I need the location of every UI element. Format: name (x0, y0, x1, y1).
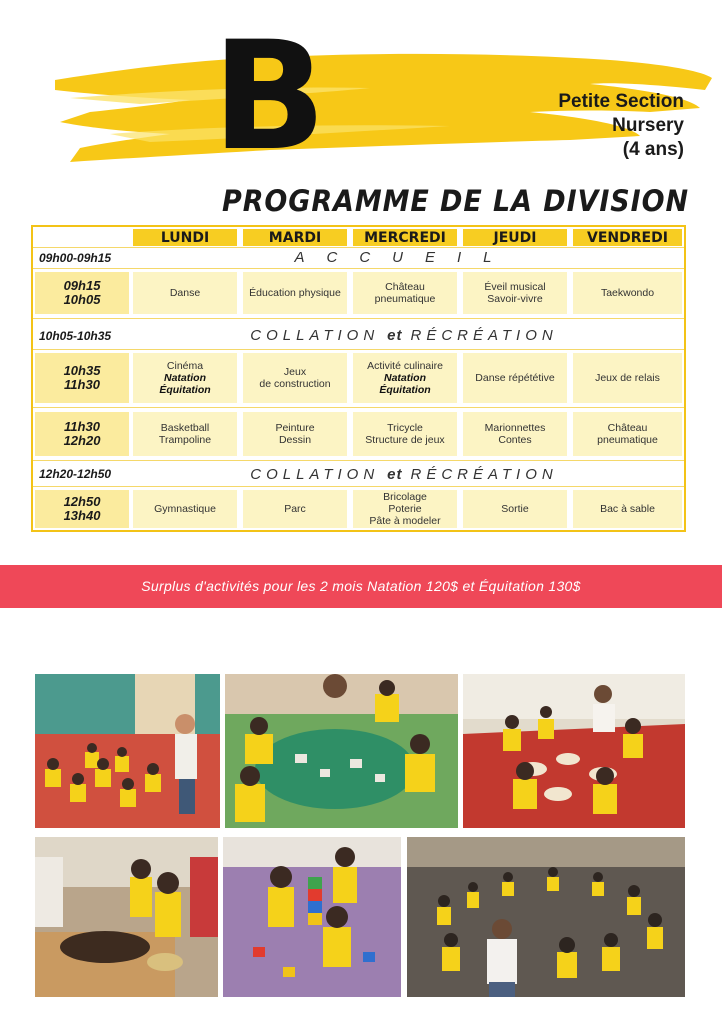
collation-label (129, 466, 679, 483)
activity-text: Dessin (278, 434, 312, 446)
activity-cell (463, 272, 567, 314)
separator (33, 460, 684, 461)
division-letter: B (212, 10, 323, 184)
section-info (558, 90, 684, 162)
activity-text: Sortie (501, 503, 529, 515)
activity-text: Basketball (160, 422, 210, 434)
activity-text: Marionnettes (484, 422, 546, 434)
activity-text: pneumatique (374, 293, 436, 305)
activity-text: Structure de jeux (365, 434, 445, 446)
activity-text: Jeux (283, 366, 307, 378)
separator (33, 349, 684, 350)
day-header-mardi: MARDI (243, 229, 347, 246)
photo-children-gym-circle (407, 837, 685, 997)
activity-cell (463, 353, 567, 403)
activity-surcharge-banner: Surplus d'activités pour les 2 mois Natation 120$ et Équitation 130$ (0, 565, 722, 608)
collation-word: COLLATION (250, 327, 380, 344)
activity-text: Activité culinaire (367, 360, 443, 372)
activity-cell (463, 412, 567, 456)
activity-text: Danse (169, 287, 201, 299)
activity-text: Éveil musical (484, 281, 546, 293)
activity-cell (353, 490, 457, 528)
activity-text: pneumatique (597, 434, 658, 446)
activity-text: Danse répététive (475, 372, 555, 384)
activity-text: Contes (498, 434, 532, 446)
photo-children-puzzle (225, 674, 458, 828)
activity-bold: Natation (164, 372, 206, 384)
activity-text: Poterie (388, 503, 422, 515)
time-start: 09h15 (63, 278, 101, 293)
time-cell (35, 490, 129, 528)
activity-text: Parc (284, 503, 306, 515)
time-cell (35, 412, 129, 456)
activity-text: Trampoline (158, 434, 212, 446)
collation-time: 10h05-10h35 (39, 329, 112, 343)
activity-cell (353, 353, 457, 403)
activity-bold: Équitation (159, 384, 211, 396)
activity-cell (463, 490, 567, 528)
recreation-word: RÉCRÉATION (410, 466, 558, 483)
separator (33, 486, 684, 487)
collation-et: et (387, 327, 403, 344)
page-title: PROGRAMME DE LA DIVISION (222, 184, 689, 218)
activity-text: Château (607, 422, 648, 434)
day-header-vendredi: VENDREDI (573, 229, 682, 246)
activity-text: Peinture (275, 422, 315, 434)
photo-children-drum-circle (463, 674, 685, 828)
activity-cell (573, 353, 682, 403)
time-end: 12h20 (63, 433, 101, 448)
time-start: 12h50 (63, 494, 101, 509)
accueil-time: 09h00-09h15 (39, 251, 112, 265)
photo-children-soil-activity (35, 837, 218, 997)
time-end: 10h05 (63, 292, 101, 307)
activity-text: Cinéma (166, 360, 204, 372)
photo-children-sitting-floor (35, 674, 220, 828)
activity-cell (243, 353, 347, 403)
collation-word: COLLATION (250, 466, 380, 483)
activity-cell (133, 353, 237, 403)
activity-cell (133, 412, 237, 456)
separator (33, 318, 684, 319)
activity-text: Bricolage (383, 491, 427, 503)
activity-cell (573, 490, 682, 528)
activity-text: de construction (259, 378, 331, 390)
section-line-2: Nursery (612, 115, 684, 136)
accueil-label: ACCUEIL (294, 249, 514, 266)
time-cell (35, 353, 129, 403)
separator (33, 247, 684, 248)
time-cell (35, 272, 129, 314)
activity-text: Savoir-vivre (487, 293, 543, 305)
collation-time: 12h20-12h50 (39, 467, 112, 481)
activity-cell (133, 272, 237, 314)
activity-text: Gymnastique (154, 503, 216, 515)
collation-label (129, 327, 679, 344)
activity-text: Jeux de relais (595, 372, 660, 384)
activity-bold: Équitation (379, 384, 431, 396)
activity-cell (243, 412, 347, 456)
day-header-jeudi: JEUDI (463, 229, 567, 246)
activity-cell (243, 490, 347, 528)
activity-cell (353, 272, 457, 314)
section-line-1: Petite Section (558, 91, 684, 112)
activity-cell (243, 272, 347, 314)
day-header-mercredi: MERCREDI (353, 229, 457, 246)
activity-cell (573, 272, 682, 314)
recreation-word: RÉCRÉATION (410, 327, 558, 344)
activity-text: Château (385, 281, 425, 293)
day-header-lundi: LUNDI (133, 229, 237, 246)
separator (33, 268, 684, 269)
activity-text: Tricycle (387, 422, 423, 434)
collation-et: et (387, 466, 403, 483)
activity-cell (353, 412, 457, 456)
activity-text: Bac à sable (600, 503, 655, 515)
time-start: 10h35 (63, 363, 101, 378)
separator (33, 407, 684, 408)
time-end: 13h40 (63, 508, 101, 523)
time-start: 11h30 (64, 419, 100, 434)
activity-text: Pâte à modeler (369, 515, 441, 527)
section-line-3: (4 ans) (622, 139, 684, 160)
activity-bold: Natation (384, 372, 426, 384)
activity-text: Taekwondo (600, 287, 655, 299)
activity-text: Éducation physique (249, 287, 341, 299)
time-end: 11h30 (64, 377, 100, 392)
activity-cell (133, 490, 237, 528)
photo-children-building-blocks (223, 837, 401, 997)
activity-cell (573, 412, 682, 456)
timetable (31, 225, 686, 532)
